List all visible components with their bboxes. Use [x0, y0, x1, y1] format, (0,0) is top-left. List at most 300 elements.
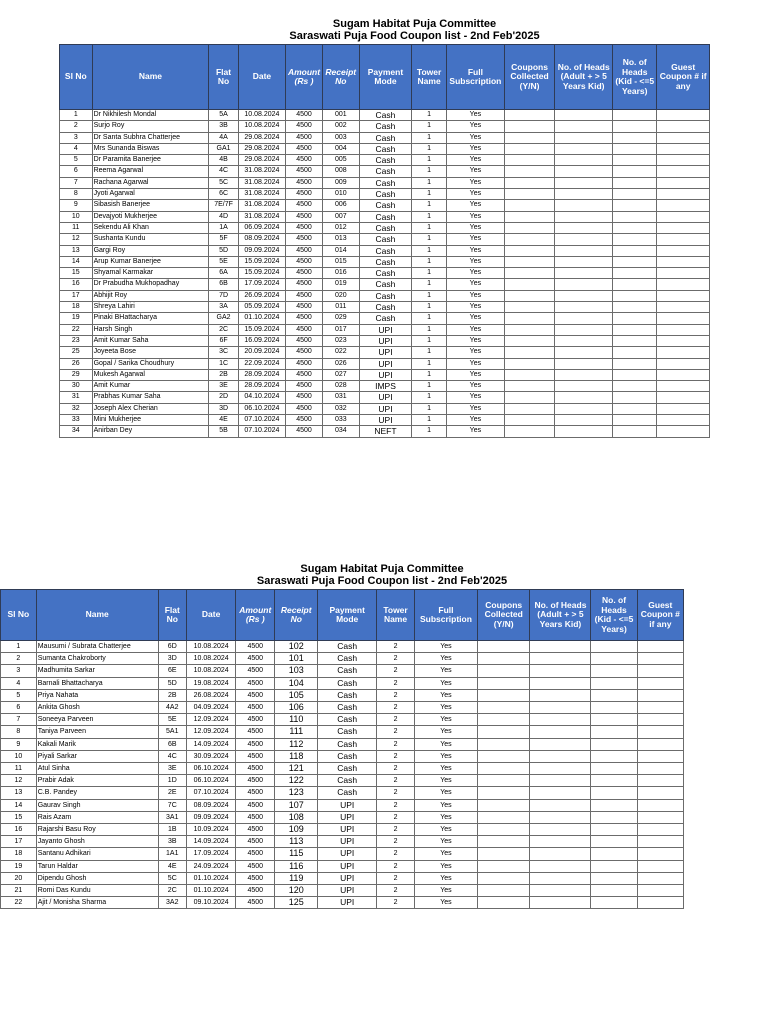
cell-heads-kid	[613, 381, 657, 392]
cell-flat-no: 6D	[158, 641, 186, 653]
cell-flat-no: 7C	[158, 799, 186, 811]
table-row	[60, 155, 710, 166]
cell-amount: 4500	[236, 775, 275, 787]
cell-sl-no: 2	[1, 653, 37, 665]
cell-heads-adult	[555, 369, 613, 380]
cell-coupons-collected	[504, 189, 554, 200]
cell-guest-coupon	[637, 860, 683, 872]
cell-heads-adult	[555, 415, 613, 426]
cell-guest-coupon	[637, 641, 683, 653]
cell-name: Dipendu Ghosh	[36, 872, 158, 884]
cell-amount: 4500	[286, 279, 323, 290]
cell-name: Gargi Roy	[92, 245, 209, 256]
cell-amount: 4500	[236, 750, 275, 762]
cell-tower-name: 1	[412, 121, 447, 132]
cell-sl-no: 32	[60, 403, 93, 414]
cell-amount: 4500	[236, 689, 275, 701]
cell-sl-no: 18	[60, 302, 93, 313]
cell-heads-adult	[555, 189, 613, 200]
cell-amount: 4500	[286, 177, 323, 188]
cell-date: 07.10.2024	[186, 787, 235, 799]
cell-amount: 4500	[286, 426, 323, 437]
cell-flat-no: 4A2	[158, 702, 186, 714]
cell-heads-kid	[613, 189, 657, 200]
cell-full-subscription: Yes	[414, 750, 477, 762]
cell-heads-kid	[591, 811, 637, 823]
cell-name: Gopal / Sarika Choudhury	[92, 358, 209, 369]
cell-guest-coupon	[637, 872, 683, 884]
cell-sl-no: 21	[1, 885, 37, 897]
table-row	[1, 641, 684, 653]
table-row	[1, 836, 684, 848]
cell-full-subscription: Yes	[414, 860, 477, 872]
cell-tower-name: 2	[377, 885, 415, 897]
cell-sl-no: 1	[1, 641, 37, 653]
cell-payment-mode: Cash	[359, 234, 412, 245]
cell-coupons-collected	[477, 872, 530, 884]
cell-guest-coupon	[657, 189, 710, 200]
cell-heads-kid	[591, 641, 637, 653]
cell-heads-kid	[591, 897, 637, 909]
cell-receipt-no: 110	[275, 714, 318, 726]
cell-coupons-collected	[504, 392, 554, 403]
cell-sl-no: 9	[60, 200, 93, 211]
cell-heads-adult	[555, 313, 613, 324]
cell-date: 10.09.2024	[186, 824, 235, 836]
cell-flat-no: 3A	[209, 302, 238, 313]
cell-date: 06.09.2024	[238, 222, 285, 233]
cell-tower-name: 2	[377, 824, 415, 836]
cell-payment-mode: Cash	[359, 155, 412, 166]
cell-amount: 4500	[236, 885, 275, 897]
coupon-sheet-tower-2	[0, 563, 684, 909]
cell-payment-mode: Cash	[359, 211, 412, 222]
cell-sl-no: 7	[60, 177, 93, 188]
cell-amount: 4500	[286, 335, 323, 346]
cell-amount: 4500	[236, 641, 275, 653]
cell-heads-adult	[530, 775, 591, 787]
cell-sl-no: 33	[60, 415, 93, 426]
cell-guest-coupon	[657, 279, 710, 290]
cell-tower-name: 2	[377, 872, 415, 884]
cell-tower-name: 1	[412, 426, 447, 437]
cell-tower-name: 1	[412, 166, 447, 177]
cell-heads-kid	[591, 702, 637, 714]
col-header-sl-no: Sl No	[60, 45, 93, 110]
cell-date: 10.08.2024	[186, 641, 235, 653]
cell-date: 04.10.2024	[238, 392, 285, 403]
cell-coupons-collected	[477, 726, 530, 738]
cell-flat-no: 6B	[209, 279, 238, 290]
cell-amount: 4500	[236, 738, 275, 750]
cell-amount: 4500	[286, 166, 323, 177]
cell-name: Sumanta Chakroborty	[36, 653, 158, 665]
cell-name: Kakali Marik	[36, 738, 158, 750]
cell-full-subscription: Yes	[446, 177, 504, 188]
cell-receipt-no: 008	[322, 166, 359, 177]
cell-amount: 4500	[236, 872, 275, 884]
cell-heads-adult	[555, 324, 613, 335]
cell-name: Prabir Adak	[36, 775, 158, 787]
cell-coupons-collected	[504, 166, 554, 177]
cell-payment-mode: Cash	[318, 726, 377, 738]
cell-heads-adult	[530, 677, 591, 689]
table-row	[60, 268, 710, 279]
col-header-date: Date	[238, 45, 285, 110]
cell-full-subscription: Yes	[414, 702, 477, 714]
cell-flat-no: 5D	[209, 245, 238, 256]
cell-date: 10.08.2024	[186, 653, 235, 665]
cell-heads-adult	[555, 426, 613, 437]
cell-coupons-collected	[504, 426, 554, 437]
cell-coupons-collected	[477, 750, 530, 762]
cell-coupons-collected	[504, 268, 554, 279]
cell-heads-kid	[613, 268, 657, 279]
cell-full-subscription: Yes	[414, 836, 477, 848]
cell-guest-coupon	[657, 290, 710, 301]
cell-guest-coupon	[657, 415, 710, 426]
cell-amount: 4500	[236, 726, 275, 738]
cell-payment-mode: Cash	[318, 714, 377, 726]
cell-coupons-collected	[504, 313, 554, 324]
cell-receipt-no: 014	[322, 245, 359, 256]
cell-flat-no: 3E	[209, 381, 238, 392]
col-header-amount: Amount (Rs )	[236, 590, 275, 641]
cell-sl-no: 7	[1, 714, 37, 726]
cell-tower-name: 1	[412, 234, 447, 245]
cell-full-subscription: Yes	[446, 211, 504, 222]
cell-full-subscription: Yes	[446, 268, 504, 279]
cell-flat-no: 7E/7F	[209, 200, 238, 211]
cell-sl-no: 10	[1, 750, 37, 762]
cell-flat-no: 6F	[209, 335, 238, 346]
cell-coupons-collected	[504, 358, 554, 369]
cell-full-subscription: Yes	[414, 799, 477, 811]
col-header-sl-no: Sl No	[1, 590, 37, 641]
cell-tower-name: 1	[412, 313, 447, 324]
cell-receipt-no: 112	[275, 738, 318, 750]
cell-guest-coupon	[657, 143, 710, 154]
cell-coupons-collected	[504, 222, 554, 233]
cell-full-subscription: Yes	[446, 302, 504, 313]
cell-date: 26.09.2024	[238, 290, 285, 301]
cell-coupons-collected	[477, 836, 530, 848]
cell-coupons-collected	[477, 665, 530, 677]
cell-guest-coupon	[637, 726, 683, 738]
cell-tower-name: 1	[412, 256, 447, 267]
table-row	[1, 860, 684, 872]
cell-receipt-no: 027	[322, 369, 359, 380]
cell-payment-mode: Cash	[359, 132, 412, 143]
cell-heads-kid	[591, 848, 637, 860]
cell-full-subscription: Yes	[414, 848, 477, 860]
cell-flat-no: 1C	[209, 358, 238, 369]
cell-name: Joyeeta Bose	[92, 347, 209, 358]
cell-amount: 4500	[286, 234, 323, 245]
cell-receipt-no: 101	[275, 653, 318, 665]
cell-sl-no: 11	[1, 763, 37, 775]
cell-amount: 4500	[286, 290, 323, 301]
cell-date: 31.08.2024	[238, 189, 285, 200]
cell-guest-coupon	[637, 714, 683, 726]
cell-tower-name: 1	[412, 302, 447, 313]
cell-guest-coupon	[657, 211, 710, 222]
cell-heads-adult	[530, 763, 591, 775]
cell-date: 07.10.2024	[238, 415, 285, 426]
cell-heads-kid	[591, 787, 637, 799]
cell-guest-coupon	[657, 324, 710, 335]
cell-coupons-collected	[477, 714, 530, 726]
cell-heads-kid	[591, 799, 637, 811]
cell-coupons-collected	[504, 369, 554, 380]
cell-tower-name: 1	[412, 381, 447, 392]
cell-receipt-no: 028	[322, 381, 359, 392]
cell-guest-coupon	[637, 885, 683, 897]
cell-payment-mode: Cash	[318, 738, 377, 750]
cell-flat-no: 3A1	[158, 811, 186, 823]
col-header-tower-name: Tower Name	[377, 590, 415, 641]
col-header-receipt-no: Receipt No	[322, 45, 359, 110]
cell-sl-no: 6	[1, 702, 37, 714]
cell-tower-name: 1	[412, 347, 447, 358]
cell-date: 29.08.2024	[238, 143, 285, 154]
cell-flat-no: 5E	[158, 714, 186, 726]
cell-guest-coupon	[657, 155, 710, 166]
cell-receipt-no: 033	[322, 415, 359, 426]
cell-heads-kid	[613, 222, 657, 233]
cell-full-subscription: Yes	[414, 787, 477, 799]
cell-receipt-no: 013	[322, 234, 359, 245]
cell-receipt-no: 125	[275, 897, 318, 909]
cell-full-subscription: Yes	[446, 132, 504, 143]
cell-date: 26.08.2024	[186, 689, 235, 701]
cell-receipt-no: 107	[275, 799, 318, 811]
cell-full-subscription: Yes	[446, 347, 504, 358]
cell-payment-mode: Cash	[359, 166, 412, 177]
cell-date: 12.09.2024	[186, 726, 235, 738]
cell-date: 14.09.2024	[186, 836, 235, 848]
cell-flat-no: 3D	[158, 653, 186, 665]
cell-sl-no: 30	[60, 381, 93, 392]
cell-flat-no: 2C	[158, 885, 186, 897]
cell-receipt-no: 118	[275, 750, 318, 762]
cell-date: 29.08.2024	[238, 155, 285, 166]
cell-full-subscription: Yes	[446, 358, 504, 369]
cell-heads-kid	[591, 665, 637, 677]
cell-guest-coupon	[637, 702, 683, 714]
col-header-receipt-no: Receipt No	[275, 590, 318, 641]
cell-heads-adult	[530, 799, 591, 811]
cell-payment-mode: Cash	[318, 689, 377, 701]
cell-receipt-no: 104	[275, 677, 318, 689]
cell-full-subscription: Yes	[446, 415, 504, 426]
cell-guest-coupon	[657, 403, 710, 414]
sheet-title: Saraswati Puja Food Coupon list - 2nd Feb'2025	[289, 30, 540, 42]
cell-receipt-no: 115	[275, 848, 318, 860]
cell-name: Mausumi / Subrata Chatterjee	[36, 641, 158, 653]
cell-amount: 4500	[236, 665, 275, 677]
cell-date: 24.09.2024	[186, 860, 235, 872]
cell-sl-no: 13	[60, 245, 93, 256]
cell-sl-no: 2	[60, 121, 93, 132]
cell-amount: 4500	[286, 415, 323, 426]
cell-date: 31.08.2024	[238, 177, 285, 188]
table-row	[60, 335, 710, 346]
cell-sl-no: 10	[60, 211, 93, 222]
table-row	[1, 897, 684, 909]
cell-heads-adult	[530, 872, 591, 884]
cell-heads-adult	[555, 234, 613, 245]
cell-full-subscription: Yes	[446, 200, 504, 211]
cell-coupons-collected	[504, 211, 554, 222]
cell-name: Reema Agarwal	[92, 166, 209, 177]
cell-date: 17.09.2024	[238, 279, 285, 290]
cell-sl-no: 14	[60, 256, 93, 267]
cell-amount: 4500	[286, 358, 323, 369]
table-row	[60, 200, 710, 211]
table-row	[60, 166, 710, 177]
cell-heads-adult	[530, 811, 591, 823]
cell-tower-name: 1	[412, 155, 447, 166]
committee-title: Sugam Habitat Puja Committee	[332, 18, 497, 30]
cell-heads-adult	[555, 335, 613, 346]
cell-sl-no: 4	[60, 143, 93, 154]
cell-payment-mode: Cash	[359, 121, 412, 132]
cell-heads-adult	[555, 200, 613, 211]
cell-heads-kid	[613, 426, 657, 437]
cell-heads-kid	[591, 860, 637, 872]
cell-flat-no: 4B	[209, 155, 238, 166]
table-row	[60, 290, 710, 301]
cell-name: Sibasish Banerjee	[92, 200, 209, 211]
cell-guest-coupon	[657, 234, 710, 245]
cell-name: Dr Paramita Banerjee	[92, 155, 209, 166]
cell-heads-adult	[555, 358, 613, 369]
cell-full-subscription: Yes	[446, 403, 504, 414]
cell-name: Jayanto Ghosh	[36, 836, 158, 848]
cell-receipt-no: 019	[322, 279, 359, 290]
cell-flat-no: 2D	[209, 392, 238, 403]
cell-coupons-collected	[504, 415, 554, 426]
cell-name: Amit Kumar Saha	[92, 335, 209, 346]
cell-sl-no: 3	[1, 665, 37, 677]
cell-heads-kid	[591, 689, 637, 701]
cell-full-subscription: Yes	[414, 763, 477, 775]
cell-receipt-no: 123	[275, 787, 318, 799]
col-header-full-subscription: Full Subscription	[446, 45, 504, 110]
cell-amount: 4500	[236, 897, 275, 909]
cell-receipt-no: 109	[275, 824, 318, 836]
cell-full-subscription: Yes	[446, 222, 504, 233]
cell-heads-kid	[613, 234, 657, 245]
cell-payment-mode: UPI	[318, 824, 377, 836]
cell-name: Priya Nahata	[36, 689, 158, 701]
cell-amount: 4500	[286, 381, 323, 392]
cell-tower-name: 2	[377, 653, 415, 665]
cell-date: 12.09.2024	[186, 714, 235, 726]
cell-guest-coupon	[637, 750, 683, 762]
cell-flat-no: 1D	[158, 775, 186, 787]
cell-sl-no: 4	[1, 677, 37, 689]
cell-flat-no: 3B	[209, 121, 238, 132]
cell-coupons-collected	[477, 677, 530, 689]
cell-full-subscription: Yes	[414, 726, 477, 738]
cell-heads-kid	[591, 763, 637, 775]
cell-coupons-collected	[504, 155, 554, 166]
cell-guest-coupon	[657, 358, 710, 369]
cell-name: Surjo Roy	[92, 121, 209, 132]
coupon-table	[59, 44, 710, 438]
cell-tower-name: 2	[377, 726, 415, 738]
cell-full-subscription: Yes	[414, 897, 477, 909]
cell-date: 01.10.2024	[238, 313, 285, 324]
cell-tower-name: 1	[412, 143, 447, 154]
cell-full-subscription: Yes	[414, 653, 477, 665]
table-row	[1, 702, 684, 714]
cell-heads-kid	[613, 335, 657, 346]
cell-name: Rachana Agarwal	[92, 177, 209, 188]
cell-name: Pinaki BHattacharya	[92, 313, 209, 324]
table-row	[60, 234, 710, 245]
cell-tower-name: 2	[377, 750, 415, 762]
cell-flat-no: 5A	[209, 110, 238, 121]
cell-heads-kid	[613, 256, 657, 267]
cell-guest-coupon	[637, 677, 683, 689]
cell-coupons-collected	[477, 775, 530, 787]
cell-coupons-collected	[504, 347, 554, 358]
table-row	[60, 392, 710, 403]
cell-date: 15.09.2024	[238, 324, 285, 335]
cell-amount: 4500	[236, 811, 275, 823]
cell-full-subscription: Yes	[414, 677, 477, 689]
cell-amount: 4500	[236, 836, 275, 848]
cell-coupons-collected	[504, 245, 554, 256]
cell-heads-adult	[555, 347, 613, 358]
cell-flat-no: 7D	[209, 290, 238, 301]
cell-coupons-collected	[477, 763, 530, 775]
cell-heads-adult	[555, 381, 613, 392]
cell-full-subscription: Yes	[414, 775, 477, 787]
cell-receipt-no: 010	[322, 189, 359, 200]
cell-heads-kid	[591, 714, 637, 726]
cell-guest-coupon	[657, 268, 710, 279]
cell-date: 15.09.2024	[238, 268, 285, 279]
table-row	[60, 381, 710, 392]
cell-sl-no: 22	[1, 897, 37, 909]
cell-amount: 4500	[286, 189, 323, 200]
cell-tower-name: 1	[412, 245, 447, 256]
cell-tower-name: 2	[377, 714, 415, 726]
col-header-name: Name	[36, 590, 158, 641]
cell-receipt-no: 022	[322, 347, 359, 358]
cell-full-subscription: Yes	[446, 189, 504, 200]
cell-receipt-no: 120	[275, 885, 318, 897]
cell-payment-mode: Cash	[318, 787, 377, 799]
cell-heads-adult	[530, 836, 591, 848]
cell-heads-adult	[555, 245, 613, 256]
cell-tower-name: 1	[412, 211, 447, 222]
cell-payment-mode: Cash	[359, 110, 412, 121]
cell-tower-name: 1	[412, 335, 447, 346]
cell-heads-adult	[555, 143, 613, 154]
cell-heads-adult	[555, 121, 613, 132]
cell-coupons-collected	[504, 234, 554, 245]
cell-full-subscription: Yes	[446, 290, 504, 301]
cell-flat-no: 6A	[209, 268, 238, 279]
table-row	[60, 121, 710, 132]
cell-coupons-collected	[504, 290, 554, 301]
cell-tower-name: 2	[377, 738, 415, 750]
